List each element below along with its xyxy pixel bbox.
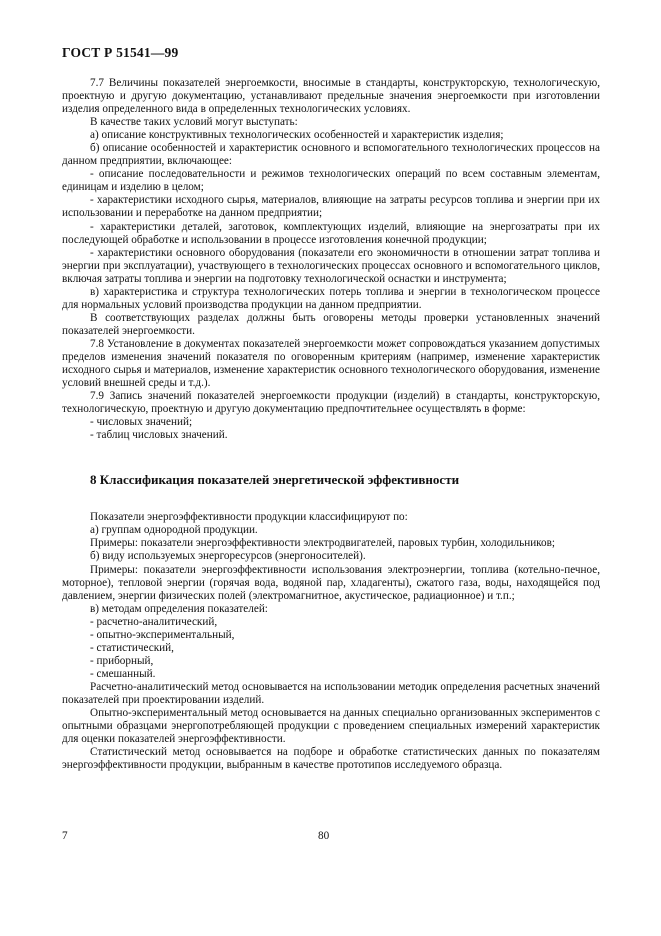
paragraph: В качестве таких условий могут выступать: <box>90 116 298 129</box>
list-item: - характеристики основного оборудования (показатели его экономичности в отношении затрат топлива и энергии при эксплуатации), участвующего в технологических процессах основного и вспомогательного циклов, включая затраты топлива и энергии на подготовку технологической оснастки и инструмента; <box>62 246 600 285</box>
list-item: - таблиц числовых значений. <box>90 429 228 442</box>
list-item: - характеристики исходного сырья, материалов, влияющие на затраты ресурсов топлива и энергии при их использовании и переработке на данном предприятии; <box>62 194 600 220</box>
section-title: 8 Классификация показателей энергетической эффективности <box>90 472 460 488</box>
paragraph: Опытно-экспериментальный метод основывается на данных специально организованных экспериментов с опытными образцами энергопотребляющей продукции с проведением специальных измерений характеристик для оценки показателей энергоэффективности. <box>62 707 600 746</box>
list-item: - опытно-экспериментальный, <box>90 628 235 641</box>
list-item: а) описание конструктивных технологических особенностей и характеристик изделия; <box>90 129 504 142</box>
list-item: б) описание особенностей и характеристик основного и вспомогательного технологических процессов на данном предприятии, включающее: <box>62 142 600 168</box>
paragraph-7-9: 7.9 Запись значений показателей энергоемкости продукции (изделий) в стандарты, конструкторскую, технологическую, проектную и другую документацию предпочтительнее осуществлять в форме: <box>62 390 600 416</box>
list-item: - описание последовательности и режимов технологических операций по всем составным элементам, единицам и изделию в целом; <box>62 168 600 194</box>
paragraph: Расчетно-аналитический метод основывается на использовании методик определения расчетных значений показателей при проектировании изделий. <box>62 680 600 706</box>
list-item: - статистический, <box>90 641 174 654</box>
paragraph-7-8: 7.8 Установление в документах показателей энергоемкости может сопровождаться указанием допустимых пределов изменения значений показателя по оговоренным критериям (например, изменение характеристик исходного сырья и материалов, изменение характеристик основного технологического оборудования, изменение условий внешней среды и т.д.). <box>62 337 600 390</box>
footer-left-number: 7 <box>62 830 68 842</box>
list-item: - характеристики деталей, заготовок, комплектующих изделий, влияющие на энергозатраты при их последующей обработке и использовании в процессе изготовления конечной продукции; <box>62 220 600 246</box>
list-item: в) характеристика и структура технологических потерь топлива и энергии в технологическом процессе для нормальных условий производства продукции на данном предприятии. <box>62 285 600 311</box>
paragraph: В соответствующих разделах должны быть оговорены методы проверки установленных значений показателей энергоемкости. <box>62 311 600 337</box>
list-item: - приборный, <box>90 654 154 667</box>
list-item: - расчетно-аналитический, <box>90 615 218 628</box>
page-number: 80 <box>318 830 330 842</box>
paragraph-7-7: 7.7 Величины показателей энергоемкости, вносимые в стандарты, конструкторскую, технологическую, проектную и другую документацию, устанавливают предельные значения энергоемкости при изготовлении изделия определенного вида в определенных технологических условиях. <box>62 77 600 116</box>
list-item: в) методам определения показателей: <box>90 602 268 615</box>
list-item: - смешанный. <box>90 667 156 680</box>
list-item: - числовых значений; <box>90 416 193 429</box>
example-paragraph: Примеры: показатели энергоэффективности электродвигателей, паровых турбин, холодильников; <box>90 537 556 550</box>
list-item: а) группам однородной продукции. <box>90 524 258 537</box>
document-header: ГОСТ Р 51541—99 <box>62 45 179 60</box>
page-body <box>62 77 600 772</box>
paragraph: Статистический метод основывается на подборе и обработке статистических данных по показателям энергоэффективности продукции, выбранным в качестве прототипов исследуемого образца. <box>62 746 600 772</box>
list-item: б) виду используемых энергоресурсов (энергоносителей). <box>90 550 366 563</box>
paragraph: Показатели энергоэффективности продукции классифицируют по: <box>90 511 408 524</box>
example-paragraph: Примеры: показатели энергоэффективности использования электроэнергии, топлива (котельно-печное, моторное), тепловой энергии (горячая вода, водяной пар, хладагенты), сжатого газа, воды, находящейся под давлением, энергии физических полей (электромагнитное, акустическое, радиационное) и т.п.; <box>62 563 600 602</box>
